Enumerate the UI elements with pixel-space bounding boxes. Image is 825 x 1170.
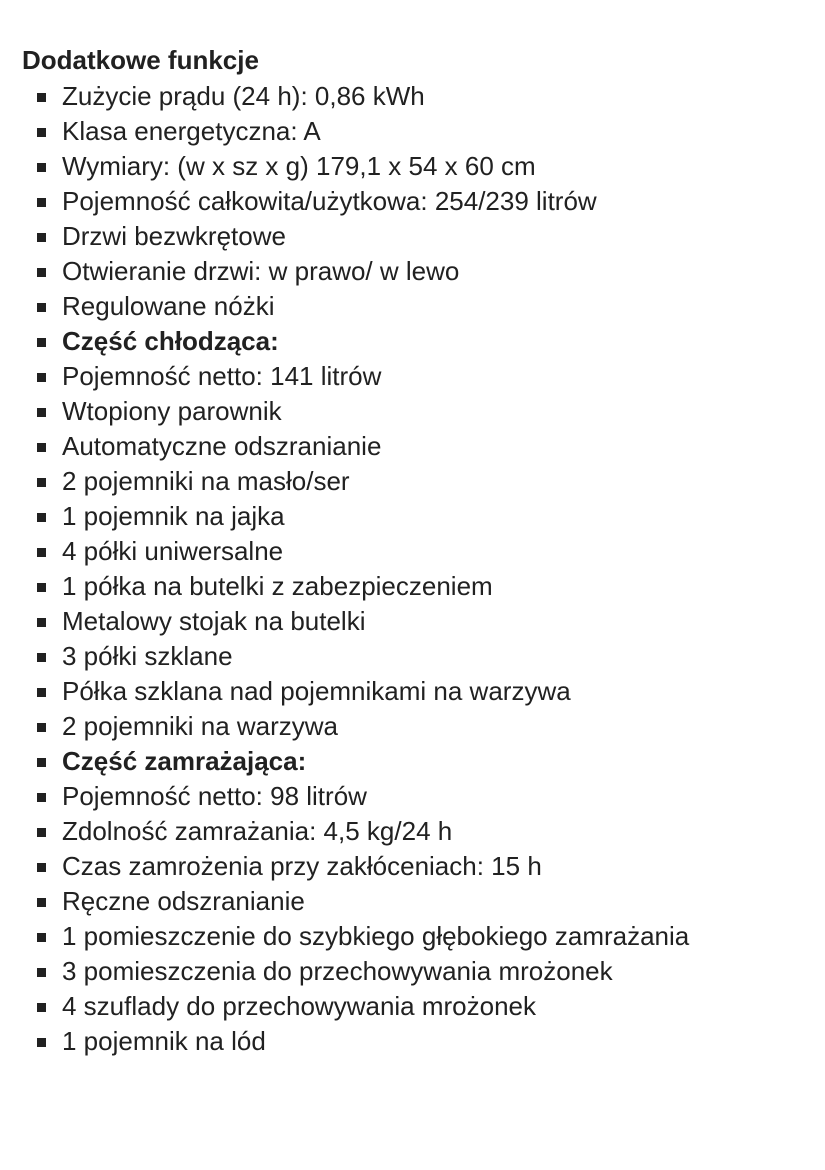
list-item-text: 3 półki szklane bbox=[62, 641, 233, 671]
list-item-text: Regulowane nóżki bbox=[62, 291, 275, 321]
list-item bbox=[22, 359, 817, 394]
square-bullet-icon bbox=[37, 443, 46, 452]
list-item-text: 2 pojemniki na masło/ser bbox=[62, 466, 350, 496]
list-item bbox=[22, 394, 817, 429]
list-item bbox=[22, 849, 817, 884]
list-item bbox=[22, 464, 817, 499]
square-bullet-icon bbox=[37, 233, 46, 242]
square-bullet-icon bbox=[37, 268, 46, 277]
list-item bbox=[22, 569, 817, 604]
list-item-text: Automatyczne odszranianie bbox=[62, 431, 382, 461]
square-bullet-icon bbox=[37, 933, 46, 942]
list-item-text: Otwieranie drzwi: w prawo/ w lewo bbox=[62, 256, 460, 286]
square-bullet-icon bbox=[37, 1003, 46, 1012]
list-item-text: Drzwi bezwkrętowe bbox=[62, 221, 286, 251]
list-item bbox=[22, 79, 817, 114]
list-item bbox=[22, 114, 817, 149]
list-item-text: Wymiary: (w x sz x g) 179,1 x 54 x 60 cm bbox=[62, 151, 536, 181]
list-item bbox=[22, 254, 817, 289]
square-bullet-icon bbox=[37, 723, 46, 732]
square-bullet-icon bbox=[37, 898, 46, 907]
list-item-text: 3 pomieszczenia do przechowywania mrożonek bbox=[62, 956, 613, 986]
list-item bbox=[22, 149, 817, 184]
list-item-text: Zużycie prądu (24 h): 0,86 kWh bbox=[62, 81, 425, 111]
square-bullet-icon bbox=[37, 793, 46, 802]
list-item bbox=[22, 499, 817, 534]
list-item bbox=[22, 639, 817, 674]
list-item-text: 4 półki uniwersalne bbox=[62, 536, 284, 566]
list-item-text: 2 pojemniki na warzywa bbox=[62, 711, 339, 741]
square-bullet-icon bbox=[37, 128, 46, 137]
list-item-text: Część chłodząca: bbox=[62, 326, 279, 356]
list-item bbox=[22, 219, 817, 254]
feature-section bbox=[22, 44, 817, 1059]
list-item-text: Metalowy stojak na butelki bbox=[62, 606, 366, 636]
square-bullet-icon bbox=[37, 968, 46, 977]
list-item bbox=[22, 429, 817, 464]
square-bullet-icon bbox=[37, 513, 46, 522]
square-bullet-icon bbox=[37, 163, 46, 172]
list-item-text: Wtopiony parownik bbox=[62, 396, 282, 426]
list-item-text: Pojemność całkowita/użytkowa: 254/239 litrów bbox=[62, 186, 597, 216]
list-item bbox=[22, 674, 817, 709]
list-item bbox=[22, 604, 817, 639]
square-bullet-icon bbox=[37, 688, 46, 697]
square-bullet-icon bbox=[37, 863, 46, 872]
list-item bbox=[22, 1024, 817, 1059]
list-item-text: Pojemność netto: 141 litrów bbox=[62, 361, 382, 391]
subsection-heading-item bbox=[22, 324, 817, 359]
square-bullet-icon bbox=[37, 303, 46, 312]
square-bullet-icon bbox=[37, 828, 46, 837]
list-item bbox=[22, 184, 817, 219]
list-item-text: Czas zamrożenia przy zakłóceniach: 15 h bbox=[62, 851, 542, 881]
list-item bbox=[22, 814, 817, 849]
list-item-text: 1 pojemnik na lód bbox=[62, 1026, 266, 1056]
square-bullet-icon bbox=[37, 198, 46, 207]
list-item bbox=[22, 534, 817, 569]
square-bullet-icon bbox=[37, 548, 46, 557]
list-item-text: Ręczne odszranianie bbox=[62, 886, 305, 916]
list-item-text: Klasa energetyczna: A bbox=[62, 116, 321, 146]
list-item bbox=[22, 779, 817, 814]
list-item bbox=[22, 989, 817, 1024]
list-item-text: Zdolność zamrażania: 4,5 kg/24 h bbox=[62, 816, 453, 846]
list-item-text: Część zamrażająca: bbox=[62, 746, 307, 776]
feature-list bbox=[22, 79, 817, 1059]
square-bullet-icon bbox=[37, 338, 46, 347]
list-item bbox=[22, 919, 817, 954]
list-item-text: Półka szklana nad pojemnikami na warzywa bbox=[62, 676, 571, 706]
square-bullet-icon bbox=[37, 408, 46, 417]
square-bullet-icon bbox=[37, 478, 46, 487]
list-item-text: 1 pojemnik na jajka bbox=[62, 501, 285, 531]
section-title: Dodatkowe funkcje bbox=[22, 45, 259, 75]
square-bullet-icon bbox=[37, 373, 46, 382]
list-item-text: 1 pomieszczenie do szybkiego głębokiego zamrażania bbox=[62, 921, 690, 951]
square-bullet-icon bbox=[37, 93, 46, 102]
list-item bbox=[22, 954, 817, 989]
square-bullet-icon bbox=[37, 1038, 46, 1047]
square-bullet-icon bbox=[37, 618, 46, 627]
square-bullet-icon bbox=[37, 583, 46, 592]
list-item bbox=[22, 709, 817, 744]
list-item-text: Pojemność netto: 98 litrów bbox=[62, 781, 367, 811]
list-item-text: 1 półka na butelki z zabezpieczeniem bbox=[62, 571, 493, 601]
square-bullet-icon bbox=[37, 758, 46, 767]
subsection-heading-item bbox=[22, 744, 817, 779]
list-item bbox=[22, 884, 817, 919]
square-bullet-icon bbox=[37, 653, 46, 662]
list-item bbox=[22, 289, 817, 324]
list-item-text: 4 szuflady do przechowywania mrożonek bbox=[62, 991, 537, 1021]
